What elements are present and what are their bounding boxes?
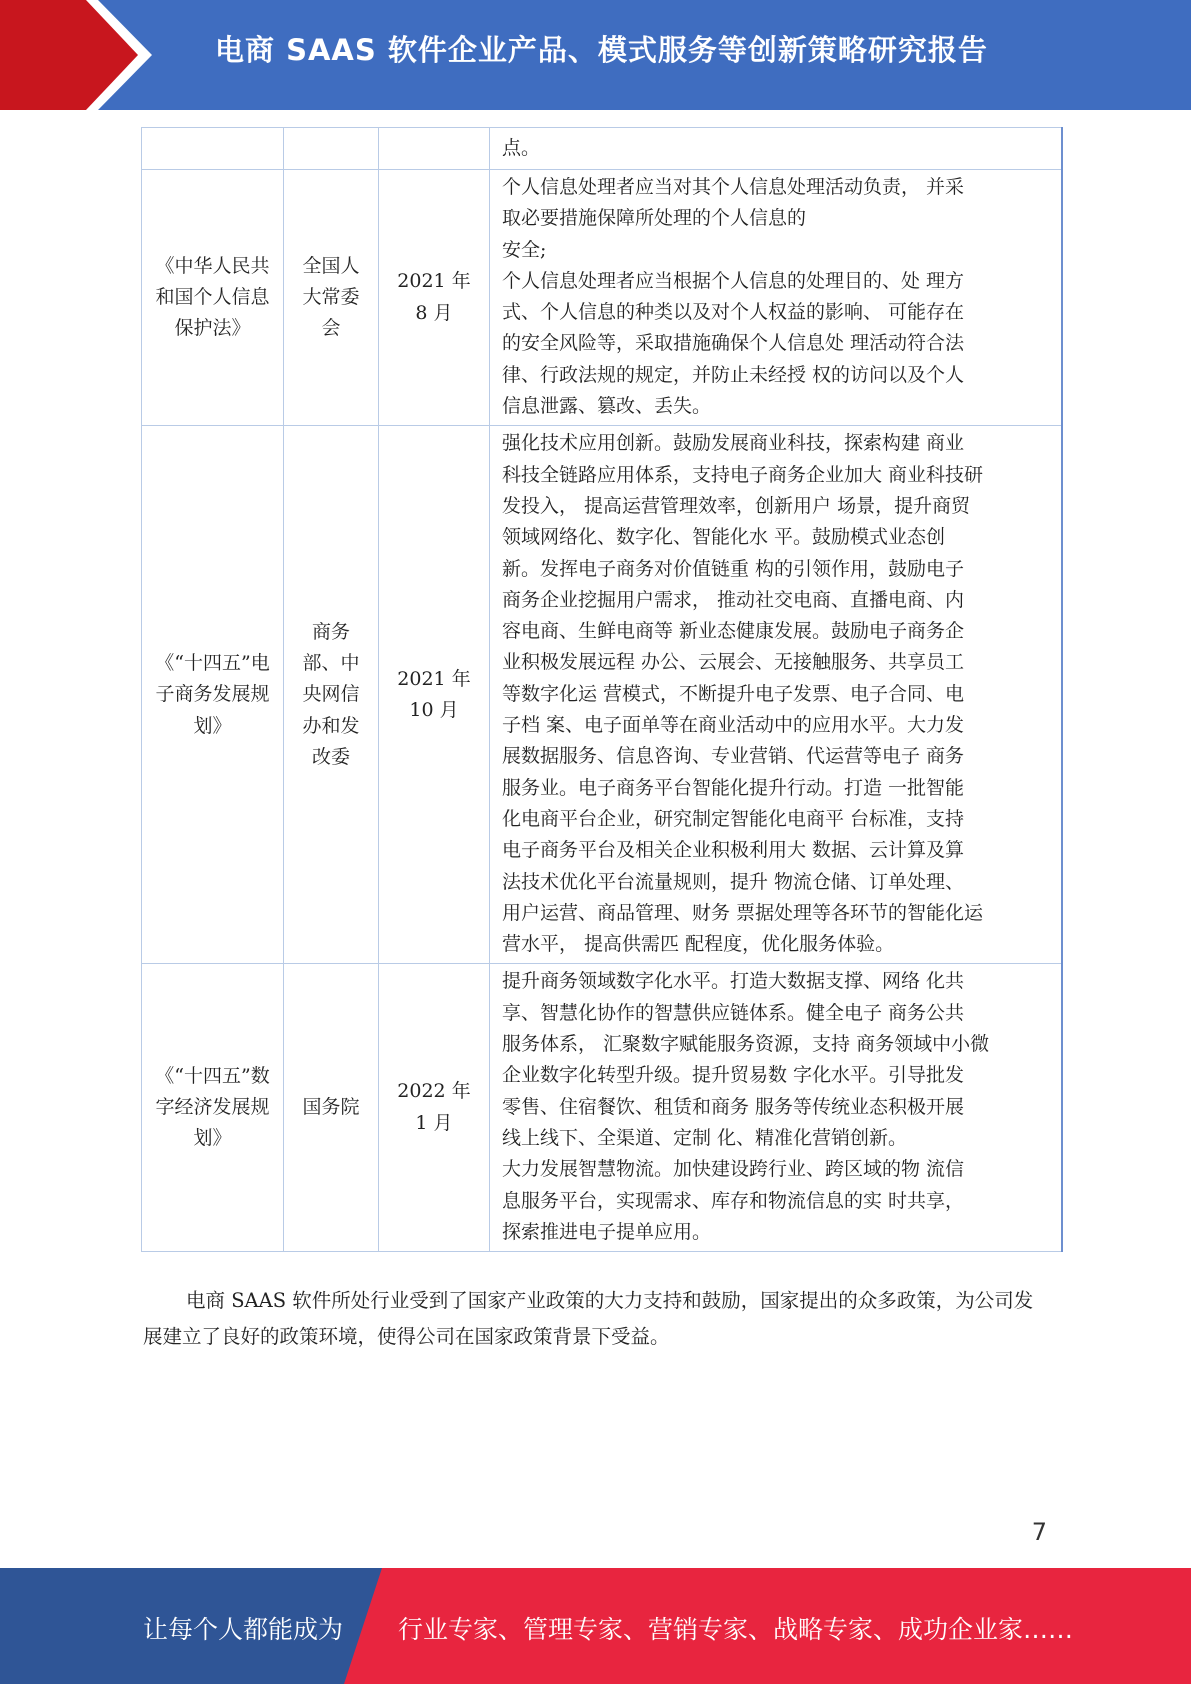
policy-name-cell: 《“十四五”电子商务发展规划》 bbox=[142, 426, 284, 964]
table-row bbox=[142, 426, 1063, 964]
table-row bbox=[142, 170, 1063, 426]
content-line: 用户运营、商品管理、财务 票据处理等各环节的智能化运 bbox=[502, 901, 984, 924]
issuer-cell: 全国人大常委会 bbox=[284, 170, 379, 426]
header-chevron-shape bbox=[0, 0, 160, 110]
content-line: 容电商、生鲜电商等 新业态健康发展。鼓励电子商务企 bbox=[502, 620, 965, 643]
content-line: 律、行政法规的规定，并防止未经授 权的访问以及个人 bbox=[502, 363, 965, 386]
content-line: 点。 bbox=[502, 137, 541, 159]
policy-name-cell bbox=[142, 128, 284, 170]
content-cell bbox=[490, 426, 1063, 964]
content-line: 个人信息处理者应当对其个人信息处理活动负责， 并采 bbox=[502, 176, 965, 198]
content-line: 业积极发展远程 办公、云展会、无接触服务、共享员工 bbox=[502, 651, 965, 674]
content-line: 法技术优化平台流量规则，提升 物流仓储、订单处理、 bbox=[502, 870, 965, 893]
table-row bbox=[142, 964, 1063, 1252]
content-line: 零售、住宿餐饮、租赁和商务 服务等传统业态积极开展 bbox=[502, 1095, 965, 1118]
content-line: 子档 案、电子面单等在商业活动中的应用水平。大力发 bbox=[502, 714, 965, 737]
content-line: 大力发展智慧物流。加快建设跨行业、跨区域的物 流信 bbox=[502, 1158, 965, 1181]
content-line: 展数据服务、信息咨询、专业营销、代运营等电子 商务 bbox=[502, 745, 965, 768]
content-line: 线上线下、全渠道、定制 化、精准化营销创新。 bbox=[502, 1126, 908, 1149]
table-row bbox=[142, 128, 1063, 170]
content-line: 探索推进电子提单应用。 bbox=[502, 1220, 712, 1243]
content-line: 信息泄露、篡改、丢失。 bbox=[502, 395, 712, 418]
content-cell bbox=[490, 128, 1063, 170]
policy-table bbox=[141, 127, 1063, 1252]
report-title: 电商 SAAS 软件企业产品、模式服务等创新策略研究报告 bbox=[215, 33, 988, 67]
footer-slogan-right: 行业专家、管理专家、营销专家、战略专家、成功企业家…… bbox=[398, 1615, 1074, 1644]
content-line: 领域网络化、数字化、智能化水 平。鼓励模式业态创 bbox=[502, 526, 946, 549]
content-cell bbox=[490, 964, 1063, 1252]
content-line: 式、个人信息的种类以及对个人权益的影响、 可能存在 bbox=[502, 301, 965, 324]
content-line: 个人信息处理者应当根据个人信息的处理目的、处 理方 bbox=[502, 269, 965, 292]
content-line: 等数字化运 营模式，不断提升电子发票、电子合同、电 bbox=[502, 682, 965, 705]
policy-name-cell: 《“十四五”数字经济发展规划》 bbox=[142, 964, 284, 1252]
content-line: 化电商平台企业，研究制定智能化电商平 台标准，支持 bbox=[502, 807, 965, 830]
date-cell: 2021 年 10 月 bbox=[379, 426, 490, 964]
content-line: 商务企业挖掘用户需求， 推动社交电商、直播电商、内 bbox=[502, 588, 965, 611]
content-line: 发投入， 提高运营管理效率，创新用户 场景，提升商贸 bbox=[502, 494, 971, 517]
issuer-cell: 商务部、中央网信办和发改委 bbox=[284, 426, 379, 964]
content-line: 强化技术应用创新。鼓励发展商业科技，探索构建 商业 bbox=[502, 432, 965, 455]
content-line: 服务体系， 汇聚数字赋能服务资源，支持 商务领域中小微 bbox=[502, 1033, 990, 1056]
content-line: 提升商务领域数字化水平。打造大数据支撑、网络 化共 bbox=[502, 970, 965, 993]
page-header bbox=[0, 0, 1191, 110]
page-number: 7 bbox=[1031, 1518, 1047, 1546]
content-line: 营水平， 提高供需匹 配程度，优化服务体验。 bbox=[502, 933, 895, 956]
date-cell bbox=[379, 128, 490, 170]
policy-name-cell: 《中华人民共和国个人信息保护法》 bbox=[142, 170, 284, 426]
content-cell bbox=[490, 170, 1063, 426]
date-cell: 2021 年 8 月 bbox=[379, 170, 490, 426]
footer-slogan-left: 让每个人都能成为 bbox=[143, 1615, 344, 1644]
content-line: 安全; bbox=[502, 238, 547, 261]
date-cell: 2022 年 1 月 bbox=[379, 964, 490, 1252]
content-line: 服务业。电子商务平台智能化提升行动。打造 一批智能 bbox=[502, 776, 965, 799]
content-line: 的安全风险等，采取措施确保个人信息处 理活动符合法 bbox=[502, 332, 965, 355]
issuer-cell: 国务院 bbox=[284, 964, 379, 1252]
content-line: 取必要措施保障所处理的个人信息的 bbox=[502, 207, 807, 230]
content-line: 新。发挥电子商务对价值链重 构的引领作用，鼓励电子 bbox=[502, 557, 965, 580]
summary-paragraph: 电商 SAAS 软件所处行业受到了国家产业政策的大力支持和鼓励，国家提出的众多政策，为公司发展建立了良好的政策环境，使得公司在国家政策背景下受益。 bbox=[143, 1289, 1034, 1348]
content-line: 电子商务平台及相关企业积极利用大 数据、云计算及算 bbox=[502, 839, 965, 862]
content-line: 科技全链路应用体系，支持电子商务企业加大 商业科技研 bbox=[502, 463, 984, 486]
content-line: 享、智慧化协作的智慧供应链体系。健全电子 商务公共 bbox=[502, 1001, 965, 1024]
content-line: 企业数字化转型升级。提升贸易数 字化水平。引导批发 bbox=[502, 1064, 965, 1087]
content-line: 息服务平台，实现需求、库存和物流信息的实 时共享， bbox=[502, 1189, 965, 1212]
issuer-cell bbox=[284, 128, 379, 170]
